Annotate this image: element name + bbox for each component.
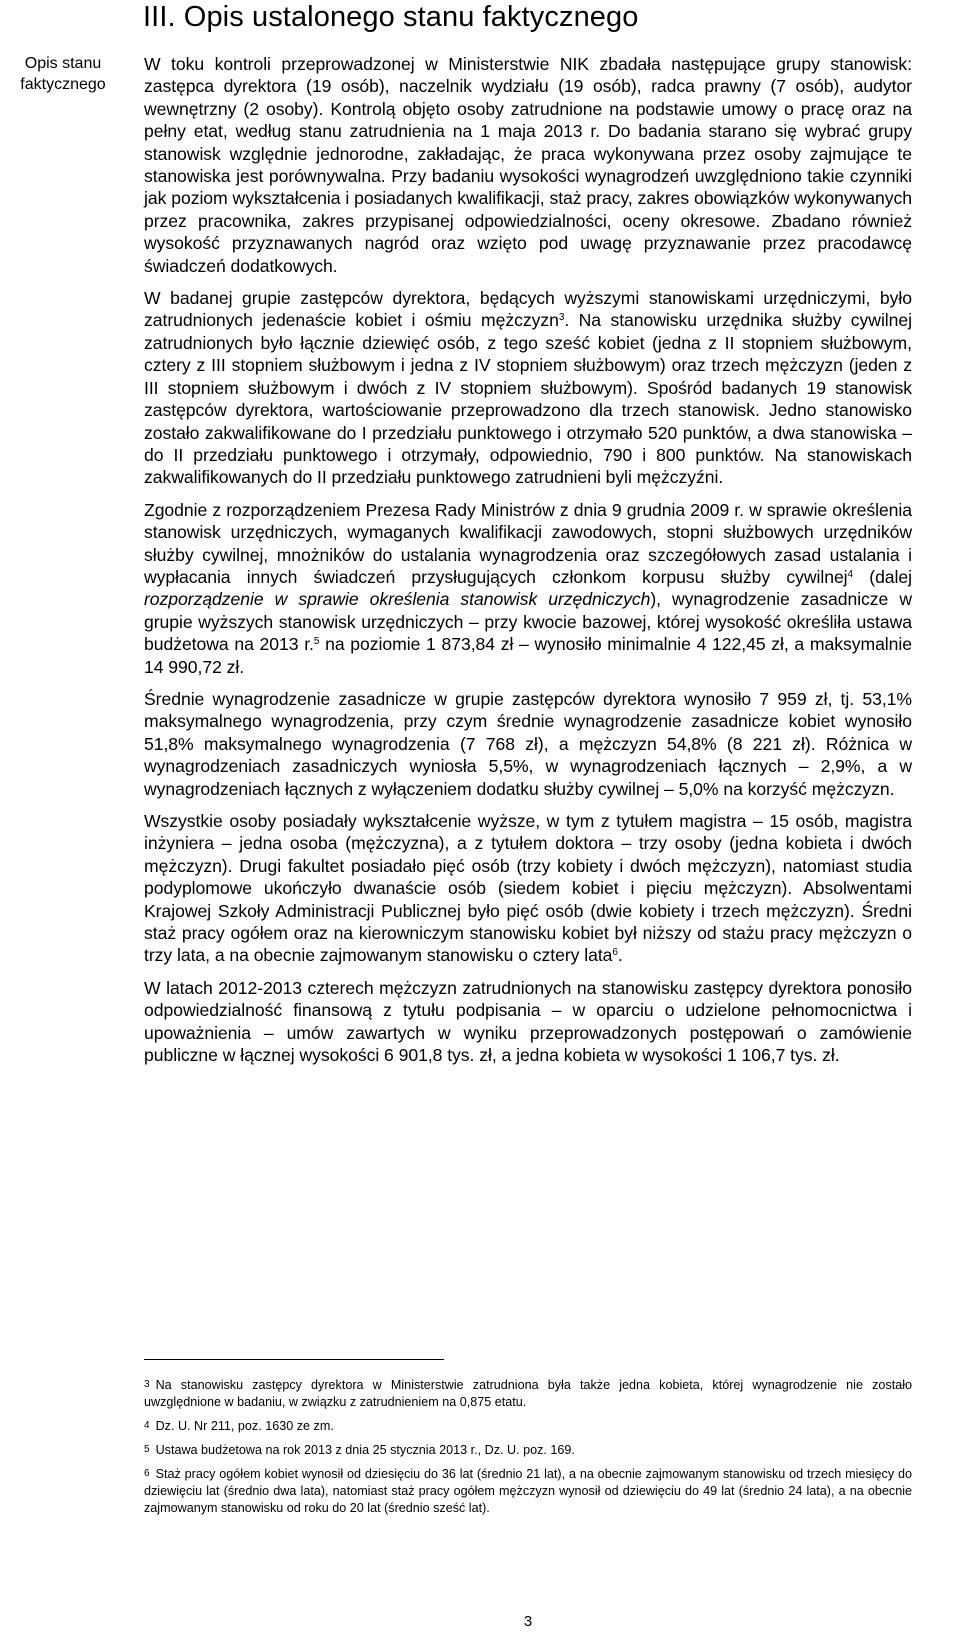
footnote-text: Ustawa budżetowa na rok 2013 z dnia 25 stycznia 2013 r., Dz. U. poz. 169. xyxy=(155,1443,575,1457)
paragraph-5-part-a: Wszystkie osoby posiadały wykształcenie wyższe, w tym z tytułem magistra – 15 osób, magistra inżyniera – jedna osoba (mężczyzna), a z tytułem doktora – trzy osoby (jedna kobieta i dwóch mężczyzn). Drugi fakultet posiadało pięć osób (trzy kobiety i dwóch mężczyzn), natomiast studia podyplomowe ukończyło dwanaście osób (siedem kobiet i pięciu mężczyzn). Absolwentami Krajowej Szkoły Administracji Publicznej było pięć osób (dwie kobiety i trzech mężczyzn). Średni staż pracy ogółem oraz na kierowniczym stanowisku kobiet był niższy od stażu pracy mężczyzn o trzy lata, a na obecnie zajmowanym stanowisku o cztery lata xyxy=(144,811,912,966)
footnote-4 xyxy=(144,1417,912,1435)
paragraph-3-italic: rozporządzenie w sprawie określenia stanowisk urzędniczych xyxy=(144,589,651,610)
footnote-number: 6 xyxy=(144,1468,150,1479)
footnote-divider xyxy=(144,1359,444,1360)
footnote-text: Staż pracy ogółem kobiet wynosił od dziesięciu do 36 lat (średnio 21 lat), a na obecnie zajmowanym stanowisku od trzech miesięcy do dziewięciu lat (średnio dwa lata), natomiast staż pracy ogółem mężczyzn wynosił od dziewięciu do 49 lat (średnio 24 lata), a na obecnie zajmowanym stanowisku od roku do 20 lat (średnio sześć lat). xyxy=(144,1467,912,1515)
paragraph-3-part-a: Zgodnie z rozporządzeniem Prezesa Rady Ministrów z dnia 9 grudnia 2009 r. w sprawie określenia stanowisk urzędniczych, wymaganych kwalifikacji zawodowych, stopni służbowych urzędników służby cywilnej, mnożników do ustalania wynagrodzenia oraz szczegółowych zasad ustalania i wypłacania innych świadczeń przysługujących członkom korpusu służby cywilnej xyxy=(144,499,912,587)
footnote-number: 3 xyxy=(144,1379,150,1390)
footnote-6 xyxy=(144,1465,912,1517)
footnote-ref-3[interactable]: 3 xyxy=(558,312,565,324)
page-number: 3 xyxy=(523,1613,533,1630)
footnotes xyxy=(144,1376,912,1523)
paragraph-2-part-b: . Na stanowisku urzędnika służby cywilnej zatrudnionych było łącznie dziewięć osób, z tego sześć kobiet (jedna z II stopniem służbowym, cztery z III stopniem służbowym i jedna z IV stopniem służbowym) oraz trzech mężczyzn (jeden z III stopniem służbowym i dwóch z IV stopniem służbowym). Spośród badanych 19 stanowisk zastępców dyrektora, wartościowanie przeprowadzono dla trzech stanowisk. Jedno stanowisko zostało zakwalifikowane do I przedziału punktowego i otrzymało 520 punktów, a dwa stanowiska – do II przedziału punktowego i otrzymały, odpowiednio, 790 i 800 punktów. Na stanowiskach zakwalifikowanych do II przedziału punktowego zatrudnieni byli mężczyźni. xyxy=(144,310,912,488)
footnote-number: 4 xyxy=(144,1420,150,1431)
paragraph-3-part-d: na poziomie 1 873,84 zł – wynosiło minimalnie 4 122,45 zł, a maksymalnie 14 990,72 zł. xyxy=(144,634,912,677)
paragraph-5-part-b: . xyxy=(617,945,623,966)
paragraph-2 xyxy=(144,287,912,489)
paragraph-3-part-c: ), wynagrodzenie zasadnicze w grupie wyższych stanowisk urzędniczych – przy kwocie bazowej, której wysokość określiła ustawa budżetowa na 2013 r. xyxy=(144,589,912,655)
footnote-ref-4[interactable]: 4 xyxy=(847,568,854,580)
body-text xyxy=(144,53,912,1076)
paragraph-6: W latach 2012-2013 czterech mężczyzn zatrudnionych na stanowisku zastępcy dyrektora ponosiło odpowiedzialność finansową z tytułu podpisania – w oparciu o udzielone pełnomocnictwa i upoważnienia – umów zawartych w wyniku przeprowadzonych postępowań o zamówienie publiczne w łącznej wysokości 6 901,8 tys. zł, a jedna kobieta w wysokości 1 106,7 tys. zł. xyxy=(144,977,912,1066)
footnote-number: 5 xyxy=(144,1444,150,1455)
paragraph-4: Średnie wynagrodzenie zasadnicze w grupie zastępców dyrektora wynosiło 7 959 zł, tj. 53,1% maksymalnego wynagrodzenia, przy czym średnie wynagrodzenie zasadnicze kobiet wynosiło 51,8% maksymalnego wynagrodzenia (7 768 zł), a mężczyzn 54,8% (8 221 zł). Różnica w wynagrodzeniach zasadniczych wyniosła 5,5%, w wynagrodzeniach łącznych – 2,9%, a w wynagrodzeniach łącznych z wyłączeniem dodatku służby cywilnej – 5,0% na korzyść mężczyzn. xyxy=(144,688,912,799)
paragraph-5 xyxy=(144,810,912,967)
footnote-5 xyxy=(144,1441,912,1459)
footnote-3 xyxy=(144,1376,912,1411)
footnote-ref-5[interactable]: 5 xyxy=(313,636,320,648)
footnote-text: Na stanowisku zastępcy dyrektora w Ministerstwie zatrudniona była także jedna kobieta, której wynagrodzenie nie zostało uwzględnione w badaniu, w związku z zatrudnieniem na 0,875 etatu. xyxy=(144,1378,912,1409)
paragraph-1: W toku kontroli przeprowadzonej w Ministerstwie NIK zbadała następujące grupy stanowisk: zastępca dyrektora (19 osób), naczelnik wydziału (19 osób), radca prawny (7 osób), audytor wewnętrzny (2 osoby). Kontrolą objęto osoby zatrudnione na podstawie umowy o pracę oraz na pełny etat, według stanu zatrudnienia na 1 maja 2013 r. Do badania starano się wybrać grupy stanowisk względnie jednorodne, zakładając, że praca wykonywana przez osoby zajmujące te stanowiska jest porównywalna. Przy badaniu wysokości wynagrodzeń uwzględniono takie czynniki jak poziom wykształcenia i posiadanych kwalifikacji, staż pracy, zakres obowiązków wykonywanych przez pracownika, zakres przypisanej odpowiedzialności, oceny okresowe. Zbadano również wysokość przyznawanych nagród oraz wzięto pod uwagę przyznawanie przez pracodawcę świadczeń dodatkowych. xyxy=(144,54,912,276)
footnote-ref-6[interactable]: 6 xyxy=(612,947,618,959)
paragraph-3 xyxy=(144,499,912,678)
section-heading: III. Opis ustalonego stanu faktycznego xyxy=(143,1,639,33)
footnote-text: Dz. U. Nr 211, poz. 1630 ze zm. xyxy=(155,1419,334,1433)
margin-label: Opis stanu faktycznego xyxy=(20,55,106,93)
paragraph-3-part-b: (dalej xyxy=(853,566,912,587)
paragraph-2-part-a: W badanej grupie zastępców dyrektora, będących wyższymi stanowiskami urzędniczymi, było zatrudnionych jedenaście kobiet i ośmiu mężczyzn xyxy=(144,288,912,331)
